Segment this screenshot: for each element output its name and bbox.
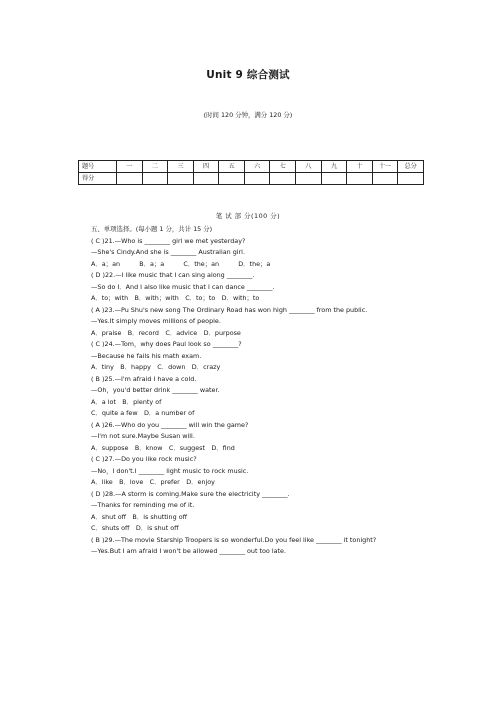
score-blank-cell xyxy=(117,173,143,185)
score-blank-cell xyxy=(296,173,322,185)
text-line: —Yes.It simply moves millions of people. xyxy=(91,317,221,325)
score-blank-cell xyxy=(219,173,245,185)
page-title: Unit 9 综合测试 xyxy=(206,69,290,81)
text-line: —She's Cindy.And she is ________ Australian girl. xyxy=(91,248,245,256)
text-line: —No，I don't.I ________ light music to rock music. xyxy=(91,466,249,475)
text-line: ( C )21.—Who is ________ girl we met yesterday? xyxy=(91,236,246,245)
score-table-cell: 十一 xyxy=(372,161,398,173)
score-table xyxy=(78,160,424,185)
text-line: A．a lot B．plenty of xyxy=(91,397,162,406)
text-line: ( D )28.—A storm is coming.Make sure the electricity ________. xyxy=(91,489,290,498)
score-table-cell: 三 xyxy=(168,161,194,173)
score-table-cell: 九 xyxy=(321,161,347,173)
text-line: —Because he fails his math exam. xyxy=(91,351,202,360)
text-line: 五、单项选择。(每小题 1 分，共计 15 分) xyxy=(91,225,213,233)
text-line: A．suppose B．know C．suggest D．find xyxy=(91,443,235,452)
text-line: —Oh，you'd better drink ________ water. xyxy=(91,386,220,394)
text-line: —Thanks for reminding me of it. xyxy=(91,501,195,509)
text-line: C．quite a few D．a number of xyxy=(91,409,195,417)
score-blank-cell xyxy=(321,173,347,185)
text-line: A．like B．love C．prefer D．enjoy xyxy=(91,478,215,486)
text-line: ( C )24.—Tom，why does Paul look so ________? xyxy=(91,340,242,348)
text-line: A．to；with B．with；with C．to；to D．with；to xyxy=(91,294,260,302)
score-table-cell: 题号 xyxy=(79,161,117,173)
section-heading: 笔 试 部 分(100 分) xyxy=(215,212,281,220)
score-blank-cell xyxy=(398,173,424,185)
text-line: A．praise B．record C．advice D．purpose xyxy=(91,328,241,337)
score-blank-cell xyxy=(372,173,398,185)
text-line: ( B )25.—I'm afraid I have a cold. xyxy=(91,374,197,383)
text-line: C．shuts off D．is shut off xyxy=(91,524,179,532)
score-blank-cell xyxy=(142,173,168,185)
text-line: A．tiny B．happy C．down D．crazy xyxy=(91,363,221,371)
score-table-cell: 七 xyxy=(270,161,296,173)
score-table-cell: 得分 xyxy=(79,173,117,185)
test-info: (时间 120 分钟，满分 120 分) xyxy=(203,111,293,119)
score-table-cell: 六 xyxy=(244,161,270,173)
score-blank-cell xyxy=(347,173,373,185)
text-line: ( D )22.—I like music that I can sing along ________. xyxy=(91,271,255,279)
score-blank-cell xyxy=(244,173,270,185)
score-table-score-row xyxy=(79,173,424,185)
score-table-cell: 总分 xyxy=(398,161,424,173)
score-blank-cell xyxy=(168,173,194,185)
score-table-cell: 十 xyxy=(347,161,373,173)
score-table-cell: 八 xyxy=(296,161,322,173)
text-line: A．shut off B．is shutting off xyxy=(91,512,188,521)
text-line: ( A )26.—Who do you ________ will win the game? xyxy=(91,420,249,429)
text-line: ( C )27.—Do you like rock music? xyxy=(91,455,197,463)
score-table-cell: 五 xyxy=(219,161,245,173)
score-table-cell: 二 xyxy=(142,161,168,173)
score-blank-cell xyxy=(270,173,296,185)
score-table-cell: 一 xyxy=(117,161,143,173)
text-line: —So do I．And I also like music that I can dance ________. xyxy=(91,282,275,291)
score-table-header-row xyxy=(79,161,424,173)
text-line: —I'm not sure.Maybe Susan will. xyxy=(91,432,195,440)
text-line: —Yes.But I am afraid I won't be allowed ________ out too late. xyxy=(91,547,287,555)
score-blank-cell xyxy=(193,173,219,185)
text-line: A．a；an B．a；a C．the；an D．the；a xyxy=(91,259,271,268)
score-table-cell: 四 xyxy=(193,161,219,173)
text-line: ( A )23.—Pu Shu's new song The Ordinary Road has won high ________ from the public. xyxy=(91,305,368,314)
question-body xyxy=(77,224,427,558)
text-line: ( B )29.—The movie Starship Troopers is so wonderful.Do you feel like ________ it tonight? xyxy=(91,535,377,544)
